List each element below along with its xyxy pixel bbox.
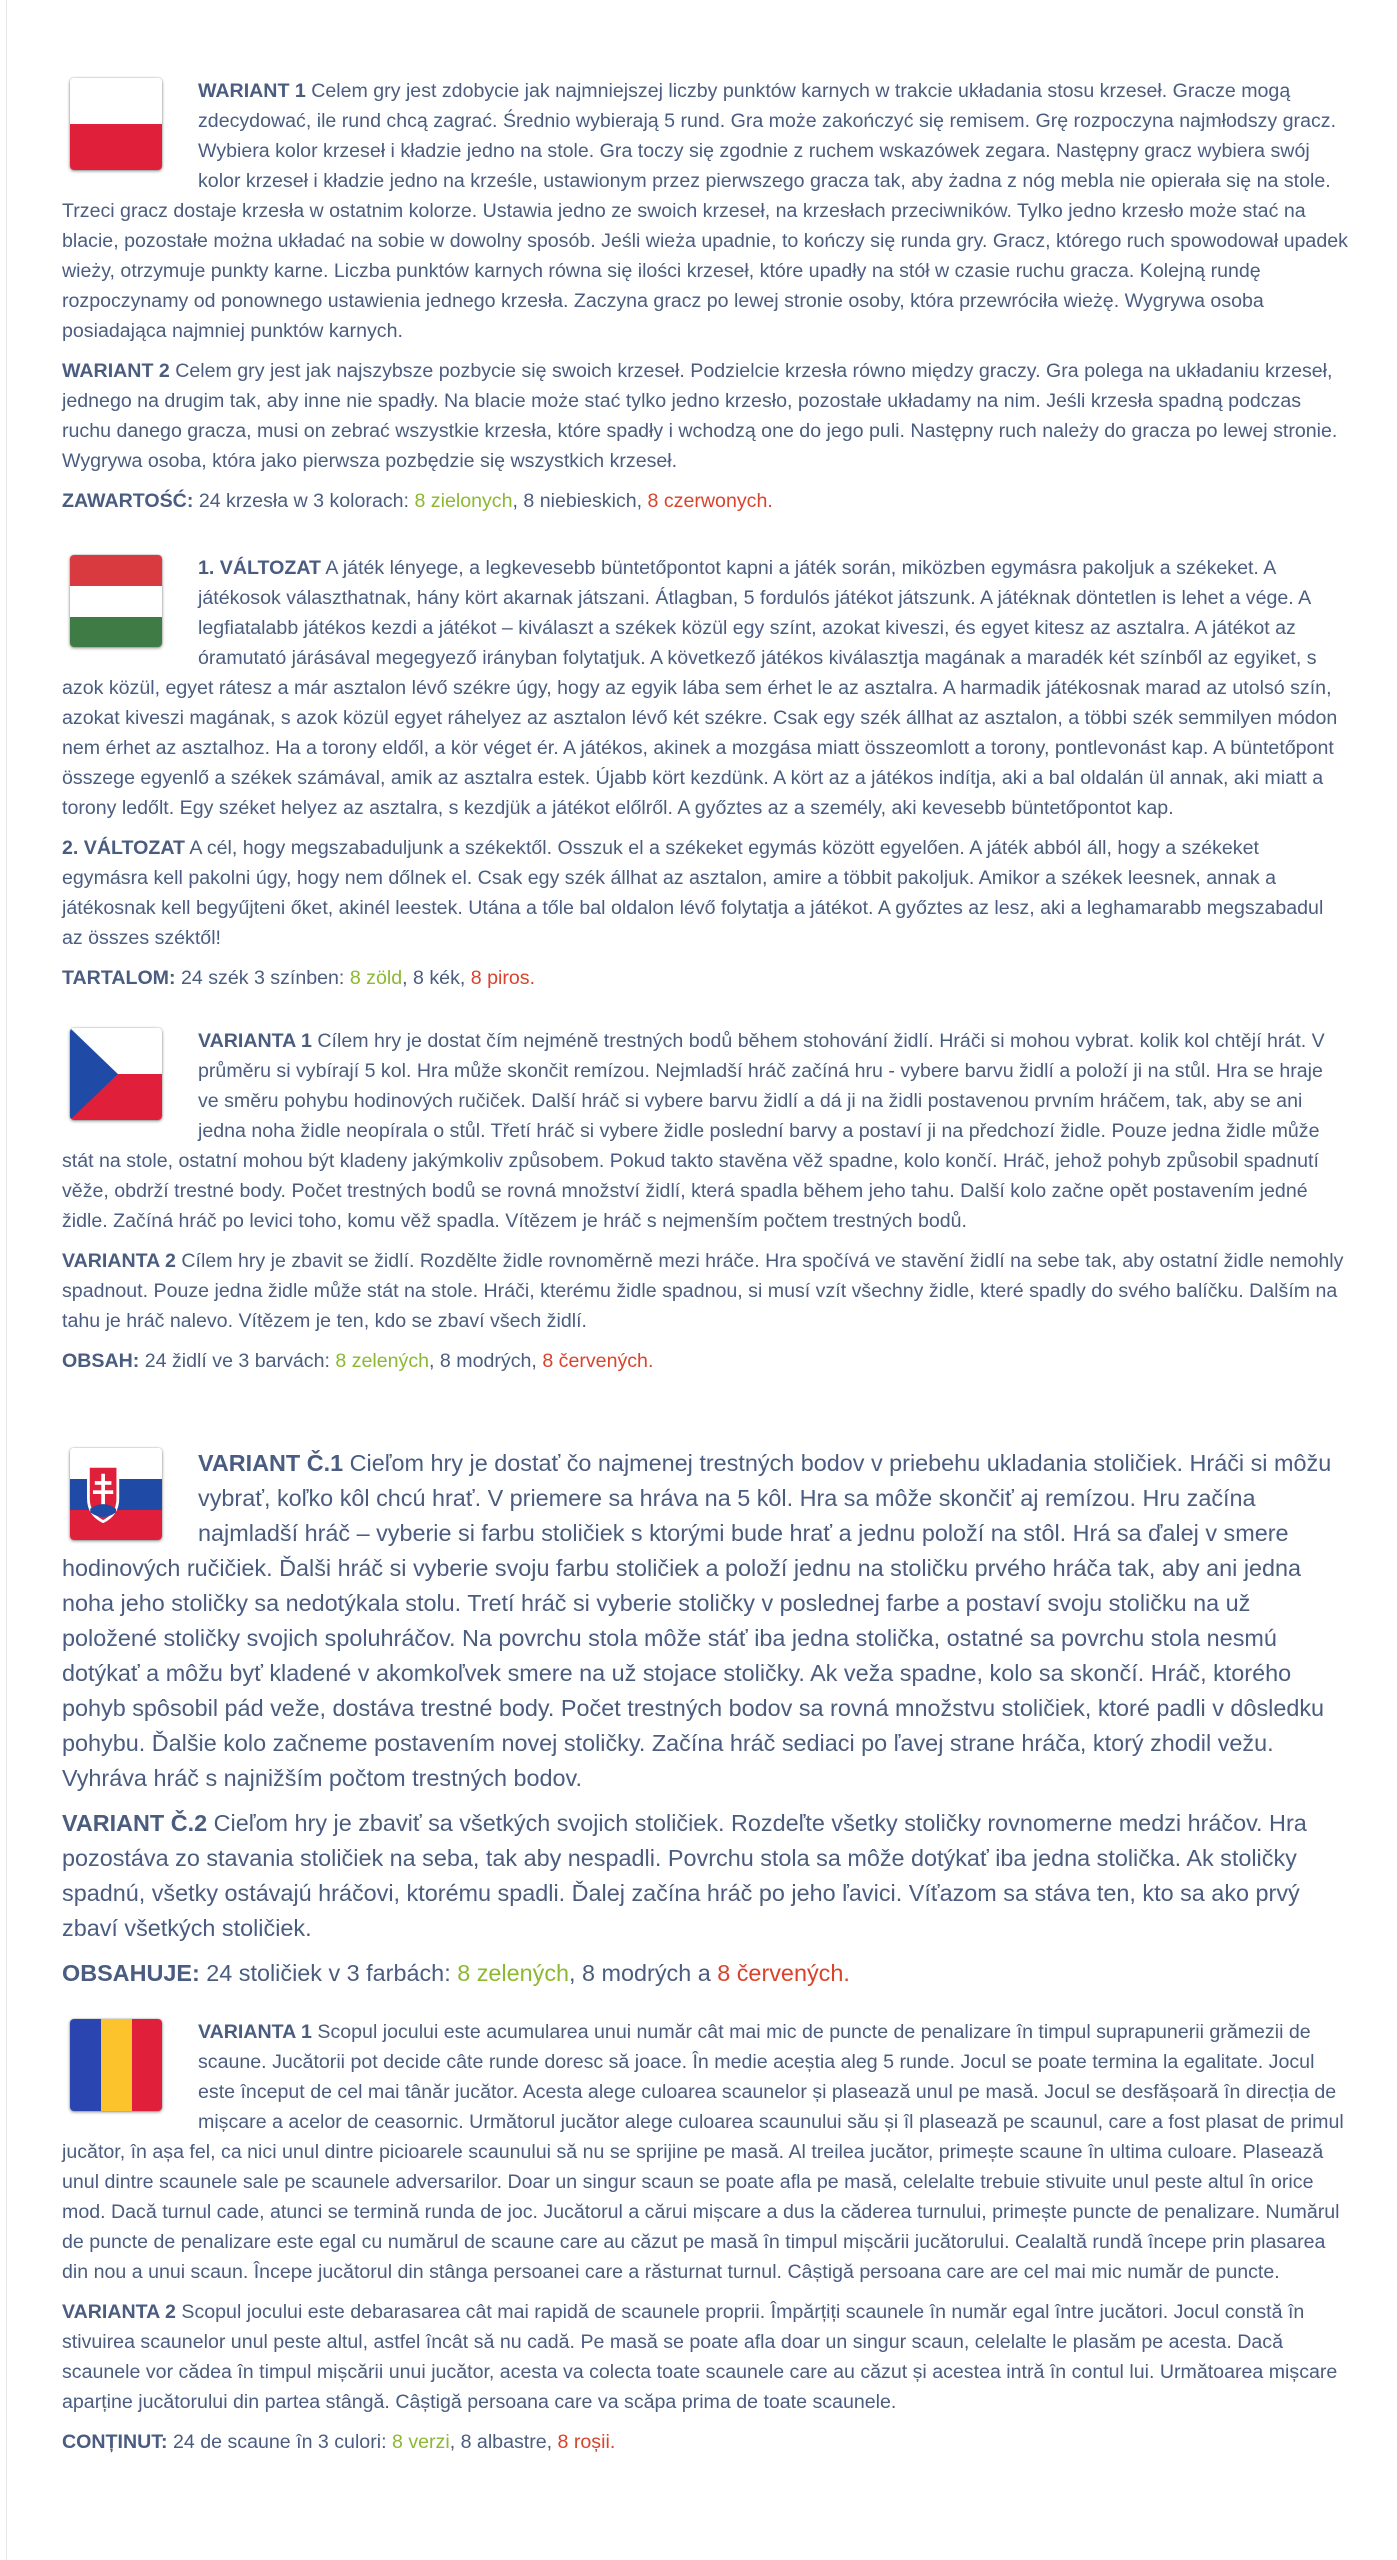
variant-1-paragraph [62, 553, 1348, 823]
section-romanian [62, 2017, 1348, 2467]
romania-flag-icon [70, 2019, 162, 2111]
variant-1-paragraph [62, 1026, 1348, 1236]
variant-1-text: A játék lényege, a legkevesebb büntetőpontot kapni a játék során, miközben egymásra pakoljuk a székeket. A játékosok választhatnak, hány kört akarnak játszani. Átlagban, 5 fordulós játékot játszunk. A játéknak döntetlen is lehet a vége. A legfiatalabb játékos kezdi a játékot – kiválaszt a székek közül egy színt, azokat kiveszi, és egyet kitesz az asztalra. A játékot az óramutató járásával megegyező irányban folytatjuk. A következő játékos kiválasztja magának a maradék két színből az egyiket, s azok közül, egyet rátesz a már asztalon lévő székre úgy, hogy az egyik lába sem érhet le az asztalra. A harmadik játékosnak marad az utolsó szín, azokat kiveszi magának, s azok közül egyet ráhelyez az asztalon lévő két székre. Csak egy szék állhat az asztalon, a többi szék semmilyen módon nem érhet az asztalhoz. Ha a torony eldől, a kör véget ér. A játékos, akinek a mozgása miatt összeomlott a torony, pontlevonást kap. A büntetőpont összege egyenlő a székek számával, amik az asztalra estek. Újabb kört kezdünk. A kört az a játékos indítja, aki a bal oldalán ül annak, aki miatt a torony ledőlt. Egy széket helyez az asztalra, s kezdjük a játékot előlről. A győztes az a személy, aki kevesebb büntetőpontot kap. [62, 557, 1338, 819]
page-edge-line [6, 0, 7, 2560]
variant-1-label: VARIANTA 1 [198, 1030, 312, 1052]
contents-text: 24 stoličiek v 3 farbách: [206, 1960, 451, 1986]
variant-1-text: Celem gry jest zdobycie jak najmniejszej liczby punktów karnych w trakcie układania stosu krzeseł. Gracze mogą zdecydować, ile rund chcą zagrać. Średnio wybierają 5 rund. Gra może zakończyć się remisem. Grę rozpoczyna najmłodszy gracz. Wybiera kolor krzeseł i kładzie jedno na stole. Gra toczy się zgodnie z ruchem wskazówek zegara. Następny gracz wybiera swój kolor krzeseł i kładzie jedno na krześle, ustawionym przez pierwszego gracza tak, aby żadna z nóg mebla nie opierała się na stole. Trzeci gracz dostaje krzesła w ostatnim kolorze. Ustawia jedno ze swoich krzeseł, na krzesłach przeciwników. Tylko jedno krzesło może stać na blacie, pozostałe można układać na sobie w dowolny sposób. Jeśli wieża upadnie, to kończy się runda gry. Gracz, którego ruch spowodował upadek wieży, otrzymuje punkty karne. Liczba punktów karnych równa się ilości krzeseł, które upadły na stół w czasie ruchu gracza. Kolejną rundę rozpoczynamy od ponownego ustawienia jednego krzesła. Zaczyna gracz po lewej stronie osoby, która przewróciła wieżę. Wygrywa osoba posiadająca najmniej punktów karnych. [62, 80, 1348, 342]
contents-red: 8 roșii. [557, 2431, 616, 2453]
contents-green: 8 zöld [349, 967, 403, 989]
contents-text: 24 szék 3 színben: [181, 967, 345, 989]
contents-text: 24 krzesła w 3 kolorach: [198, 490, 409, 512]
slovakia-flag-icon [70, 1448, 162, 1540]
variant-2-paragraph [62, 2297, 1348, 2417]
contents-red: 8 piros. [470, 967, 536, 989]
variant-1-text: Scopul jocului este acumularea unui număr cât mai mic de puncte de penalizare în timpul suprapunerii grămezii de scaune. Jucătorii pot decide câte runde doresc să joace. În medie aceștia aleg 5 runde. Jocul se poate termina la egalitate. Jocul este început de cel mai tânăr jucător. Acesta alege culoarea scaunelor și plasează unul pe masă. Jocul se desfășoară în direcția de mișcare a acelor de ceasornic. Următorul jucător alege culoarea scaunului său și îl plasează pe scaunul, care a fost plasat de primul jucător, în așa fel, ca nici unul dintre picioarele scaunului să nu se sprijine pe masă. Al treilea jucător, primește scaune în ultima culoare. Plasează unul dintre scaunele sale pe scaunele adversarilor. Doar un singur scaun se poate afla pe masă, celelalte trebuie stivuite unul peste altul în orice mod. Dacă turnul cade, atunci se termină runda de joc. Jucătorul a cărui mișcare a dus la căderea turnului, primește puncte de penalizare. Numărul de puncte de penalizare este egal cu numărul de scaune care au căzut pe masă în timpul mișcării jucătorului. Cealaltă rundă începe prin plasarea din nou a unui scaun. Începe jucătorul din stânga persoanei care a răsturnat turnul. Câștigă persoana care are cel mai mic număr de puncte. [62, 2021, 1344, 2283]
contents-green: 8 zelených [457, 1960, 570, 1986]
variant-2-text: Cieľom hry je zbaviť sa všetkých svojich stoličiek. Rozdeľte všetky stoličky rovnomerne medzi hráčov. Hra pozostáva zo stavania stoličiek na seba, tak aby nespadli. Povrchu stola sa môže dotýkať iba jedna stolička. Ak stoličky spadnú, všetky ostávajú hráčovi, ktorému spadli. Ďalej začína hráč po jeho ľavici. Víťazom sa stáva ten, kto sa ako prvý zbaví všetkých stoličiek. [62, 1810, 1307, 1941]
contents-red: 8 červených. [717, 1960, 850, 1986]
contents-blue: , 8 modrých a [569, 1960, 711, 1986]
variant-1-text: Cieľom hry je dostať čo najmenej trestných bodov v priebehu ukladania stoličiek. Hráči si môžu vybrať, koľko kôl chcú hrať. V priemere sa hráva na 5 kôl. Hra sa môže skončiť aj remízou. Hru začína najmladší hráč – vyberie si farbu stoličiek s ktorými bude hrať a jednu položí na stôl. Hrá sa ďalej v smere hodinových ručičiek. Ďalši hráč si vyberie svoju farbu stoličiek a položí jednu na stoličku prvého hráča tak, aby ani jedna noha jeho stoličky sa nedotýkala stolu. Tretí hráč si vyberie stoličky v poslednej farbe a postaví svoju stoličku na už položené stoličky svojich spoluhráčov. Na povrchu stola môže stáť iba jedna stolička, ostatné sa povrchu stola nesmú dotýkať a môžu byť kladené v akomkoľvek smere na už stojace stoličky. Ak veža spadne, kolo sa skončí. Hráč, ktorého pohyb spôsobil pád veže, dostáva trestné body. Počet trestných bodov sa rovná množstvu stoličiek, ktoré padli v dôsledku pohybu. Ďalšie kolo začneme postavením novej stoličky. Začína hráč sediaci po ľavej strane hráča, ktorý zhodil vežu. Vyhráva hráč s najnižším počtom trestných bodov. [62, 1450, 1332, 1791]
contents-label: CONȚINUT: [62, 2431, 168, 2453]
variant-1-label: 1. VÁLTOZAT [198, 557, 322, 579]
contents-red: 8 červených. [542, 1350, 654, 1372]
contents-line [62, 1956, 1348, 1991]
contents-label: TARTALOM: [62, 967, 176, 989]
contents-text: 24 židlí ve 3 barvách: [144, 1350, 330, 1372]
variant-2-label: WARIANT 2 [62, 360, 170, 382]
contents-line [62, 2427, 1348, 2457]
variant-2-label: VARIANTA 2 [62, 1250, 176, 1272]
poland-flag-icon [70, 78, 162, 170]
variant-2-label: 2. VÁLTOZAT [62, 837, 186, 859]
section-polish [62, 76, 1348, 526]
contents-label: OBSAHUJE: [62, 1960, 200, 1986]
section-hungarian [62, 553, 1348, 1003]
variant-1-text: Cílem hry je dostat čím nejméně trestných bodů během stohování židlí. Hráči si mohou vybrat. kolik kol chtějí hrát. V průměru si vybírají 5 kol. Hra může skončit remízou. Nejmladší hráč začíná hru - vybere barvu židlí a položí ji na stůl. Hra se hraje ve směru pohybu hodinových ručiček. Další hráč si vybere barvu židlí a dá ji na židli postavenou prvním hráčem, tak, aby se ani jedna noha židle neopírala o stůl. Třetí hráč si vybere židle poslední barvy a postaví ji na předchozí židle. Pouze jedna židle může stát na stole, ostatní mohou být kladeny jakýmkoliv způsobem. Pokud takto stavěna věž spadne, kolo končí. Hráč, jehož pohyb způsobil spadnutí věže, obdrží trestné body. Počet trestných bodů se rovná množství židlí, která spadla během jeho tahu. Další kolo začne opět postavením jedné židle. Začíná hráč po levici toho, komu věž spadla. Vítězem je hráč s nejmenším počtem trestných bodů. [62, 1030, 1325, 1232]
variant-2-text: Cílem hry je zbavit se židlí. Rozdělte židle rovnoměrně mezi hráče. Hra spočívá ve stavění židlí na sebe tak, aby ostatní židle nemohly spadnout. Pouze jedna židle může stát na stole. Hráči, kterému židle spadnou, si musí vzít všechny židle, které spadly do svého balíčku. Dalším na tahu je hráč nalevo. Vítězem je ten, kdo se zbaví všech židlí. [62, 1250, 1344, 1332]
variant-1-label: VARIANTA 1 [198, 2021, 312, 2043]
variant-2-paragraph [62, 833, 1348, 953]
variant-2-paragraph [62, 1246, 1348, 1336]
contents-label: ZAWARTOŚĆ: [62, 490, 194, 512]
variant-2-text: Celem gry jest jak najszybsze pozbycie się swoich krzeseł. Podzielcie krzesła równo między graczy. Gra polega na układaniu krzeseł, jednego na drugim tak, aby inne nie spadły. Na blacie może stać tylko jedno krzesło, pozostałe układamy na nim. Jeśli krzesła spadną podczas ruchu danego gracza, musi on zebrać wszystkie krzesła, które spadły i wchodzą one do jego puli. Następny ruch należy do gracza po lewej stronie. Wygrywa osoba, która jako pierwsza pozbędzie się wszystkich krzeseł. [62, 360, 1338, 472]
variant-2-paragraph [62, 356, 1348, 476]
variant-2-label: VARIANTA 2 [62, 2301, 176, 2323]
variant-1-paragraph [62, 2017, 1348, 2287]
variant-2-text: Scopul jocului este debarasarea cât mai rapidă de scaunele proprii. Împărțiți scaunele în număr egal între jucători. Jocul constă în stivuirea scaunelor unul peste altul, astfel încât să nu cadă. Pe masă se poate afla doar un singur scaun, celelalte le plasăm pe acesta. Dacă scaunele vor cădea în timpul mișcării unui jucător, acesta va colecta toate scaunele care au căzut și acestea intră în contul lui. Următoarea mișcare aparține jucătorului din partea stângă. Câștigă persoana care va scăpa prima de toate scaunele. [62, 2301, 1338, 2413]
contents-green: 8 zielonych [414, 490, 513, 512]
contents-green: 8 verzi [391, 2431, 450, 2453]
section-czech [62, 1026, 1348, 1386]
czech-flag-icon [70, 1028, 162, 1120]
section-slovak [62, 1446, 1348, 2001]
hungary-flag-icon [70, 555, 162, 647]
contents-blue: , 8 albastre, [449, 2431, 553, 2453]
contents-line [62, 963, 1348, 993]
contents-text: 24 de scaune în 3 culori: [173, 2431, 387, 2453]
variant-2-paragraph [62, 1806, 1348, 1946]
variant-2-text: A cél, hogy megszabaduljunk a székektől. Osszuk el a székeket egymás között egyelően. A játék abból áll, hogy a székeket egymásra kell pakolni úgy, hogy nem dőlnek el. Csak egy szék állhat az asztalon, amire a többit pakoljuk. Amikor a székek leesnek, annak a játékosnak kell begyűjteni őket, akinél leestek. Utána a tőle bal oldalon lévő folytatja a játékot. A győztes az lesz, aki a leghamarabb megszabadul az összes széktől! [62, 837, 1324, 949]
variant-1-paragraph [62, 76, 1348, 346]
contents-green: 8 zelených [335, 1350, 430, 1372]
variant-2-label: VARIANT Č.2 [62, 1810, 208, 1836]
contents-label: OBSAH: [62, 1350, 140, 1372]
contents-blue: , 8 niebieskich, [512, 490, 643, 512]
variant-1-label: VARIANT Č.1 [198, 1450, 344, 1476]
contents-blue: , 8 modrých, [429, 1350, 537, 1372]
variant-1-label: WARIANT 1 [198, 80, 306, 102]
contents-blue: , 8 kék, [402, 967, 466, 989]
contents-line [62, 1346, 1348, 1376]
contents-red: 8 czerwonych. [647, 490, 773, 512]
contents-line [62, 486, 1348, 516]
variant-1-paragraph [62, 1446, 1348, 1796]
